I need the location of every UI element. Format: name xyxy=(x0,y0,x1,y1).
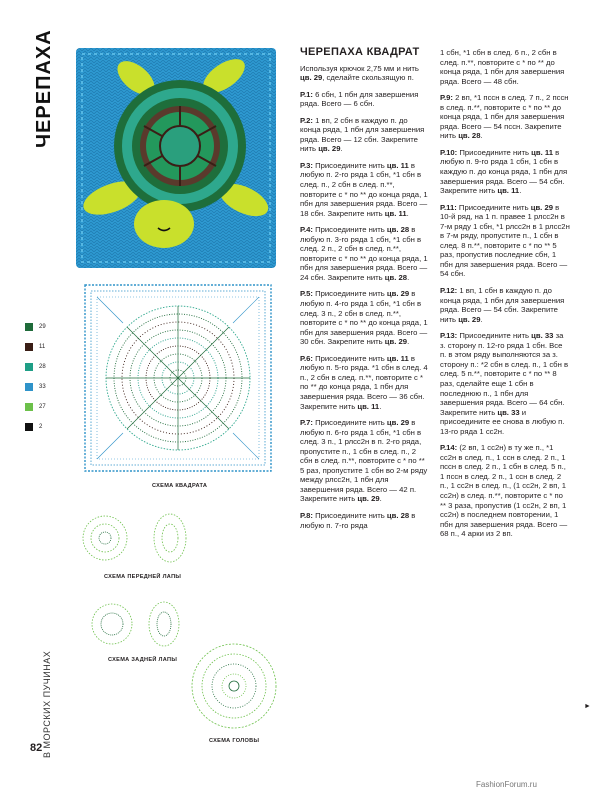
swatch xyxy=(25,323,33,331)
round-3 xyxy=(300,161,428,218)
text: 6 сбн, 1 пбн для завершения ряда. Всего — 6 сбн. xyxy=(300,89,419,109)
legend-number: 11 xyxy=(39,344,46,350)
legend-number: 28 xyxy=(39,364,46,370)
text: 1 вп, 2 сбн в каждую п. до конца ряда, 1 пбн для завершения ряда. Всего — 12 сбн. Закрепите нить xyxy=(300,115,425,154)
text: . xyxy=(379,494,382,504)
front-leg-charts xyxy=(80,508,200,568)
legend-item xyxy=(25,320,46,334)
text: в любую п. 5-го ряда. *1 сбн в след. 4 п., 2 сбн в след. п.**, повторите с * по ** до конца ряда, 1 пбн для завершения ряда. Всего — 36 сбн. Закрепите нить xyxy=(300,353,428,411)
round-label: Р.11: xyxy=(440,202,457,212)
text: цв. 28 xyxy=(458,131,481,141)
round-1 xyxy=(300,90,428,109)
text: цв. 29 xyxy=(386,289,410,299)
text: в 10-й ряд, на 1 п. правее 1 рлсс2н в 7-м ряду 1 сбн, *1 рлсс2н в 1 рлсс2н в 7-м ряду, пропустите п., 1 сбн в след. 8 п.**, повторите с * по ** 5 раз, пропустив последние сбн, 1 пбн для завершения ряда. Всего — 54 сбн. xyxy=(440,202,570,279)
swatch xyxy=(25,403,33,411)
caption-square: СХЕМА КВАДРАТА xyxy=(152,483,208,489)
round-label: Р.10: xyxy=(440,147,458,157)
round-label: Р.2: xyxy=(300,115,313,125)
text-column-1 xyxy=(300,48,428,537)
text: 2 вп, *1 пссн в след. 7 п., 2 пссн в след. п.**, повторите с * по ** до конца ряда, 1 пбн для завершения ряда. Всего — 54 пссн. Закрепите нить xyxy=(440,93,569,141)
round-6 xyxy=(300,354,428,411)
continue-arrow-icon: ► xyxy=(584,703,591,710)
text: цв. 11 xyxy=(384,208,407,218)
head-chart xyxy=(188,640,280,732)
swatch xyxy=(25,383,33,391)
text: цв. 29 xyxy=(357,494,380,504)
round-8 xyxy=(300,511,428,530)
round-label: Р.6: xyxy=(300,353,313,363)
text: Присоедините нить xyxy=(312,418,387,428)
round-label: Р.3: xyxy=(300,160,313,170)
round-12 xyxy=(440,286,570,324)
text: цв. 28 xyxy=(386,225,410,235)
legend-item xyxy=(25,380,46,394)
text: 1 вп, 1 сбн в каждую п. до конца ряда, 1 пбн для завершения ряда. Всего — 54 сбн. Закрепите нить xyxy=(440,286,565,324)
round-label: Р.13: xyxy=(440,331,458,341)
text: Присоедините нить xyxy=(457,147,532,157)
text: цв. 11 xyxy=(386,353,409,363)
watermark: FashionForum.ru xyxy=(476,780,537,789)
turtle-square-photo xyxy=(76,48,276,268)
round-label: Р.5: xyxy=(300,289,313,299)
text: Присоедините нить xyxy=(312,225,387,235)
round-label: Р.8: xyxy=(300,510,313,520)
swatch xyxy=(25,363,33,371)
text: за з. сторону п. 12-го ряда 1 сбн. Все п. в этом ряду выполняются за з. сторону п.: *2 сбн в след. п., 1 сбн в след. 5 п.**, повторите с * по ** 8 раз, сделайте еще 1 сбн в последнюю п., 1 пбн для завершения ряда. Всего — 64 сбн. Закрепите нить xyxy=(440,331,569,417)
text: цв. 29 xyxy=(300,73,323,83)
text: цв. 28 xyxy=(386,510,410,520)
text: Присоедините нить xyxy=(312,160,387,170)
round-10 xyxy=(440,148,570,196)
text: цв. 11 xyxy=(386,160,409,170)
caption-front-leg: СХЕМА ПЕРЕДНЕЙ ЛАПЫ xyxy=(104,574,182,580)
swatch xyxy=(25,343,33,351)
text-column-2 xyxy=(440,48,570,546)
caption-head: СХЕМА ГОЛОВЫ xyxy=(209,738,260,744)
round-label: Р.4: xyxy=(300,225,313,235)
text: . xyxy=(407,337,410,347)
round-label: Р.7: xyxy=(300,418,313,428)
swatch xyxy=(25,423,33,431)
text: цв. 11 xyxy=(497,186,520,196)
text: . xyxy=(406,208,409,218)
legend-item xyxy=(25,360,46,374)
article-title: ЧЕРЕПАХА КВАДРАТ xyxy=(300,46,420,58)
legend-number: 33 xyxy=(39,384,46,390)
round-label: Р.9: xyxy=(440,93,453,103)
legend-number: 27 xyxy=(39,404,46,410)
round-5 xyxy=(300,289,428,346)
round-label: Р.14: xyxy=(440,443,458,453)
text: Присоедините нить xyxy=(457,331,532,341)
text: цв. 29 xyxy=(530,202,553,212)
text: , сделайте скользящую п. xyxy=(322,73,414,83)
text: цв. 29 xyxy=(386,418,410,428)
text: и присоедините ее снова в любую п. 13-го ряда 1 сс2н. xyxy=(440,407,565,436)
round-11 xyxy=(440,203,570,279)
caption-back-leg: СХЕМА ЗАДНЕЙ ЛАПЫ xyxy=(108,657,178,663)
text: цв. 33 xyxy=(531,331,554,341)
text: . xyxy=(480,314,483,324)
text: Присоедините нить xyxy=(312,510,387,520)
text: . xyxy=(340,144,343,154)
text: в любую п. 4-го ряда 1 сбн, *1 сбн в след. 3 п., 2 сбн в след. п.**, повторите с * по ** до конца ряда, 1 пбн для завершения ряда. Всего — 30 сбн. Закрепите нить xyxy=(300,289,428,347)
legend-item xyxy=(25,420,46,434)
round-7 xyxy=(300,418,428,504)
text: в любую п. 3-го ряда 1 сбн, *1 сбн в след. 2 п., 2 сбн в след. п.**, повторите с * по ** до конца ряда, 1 пбн для завершения ряда. Всего — 24 сбн. Закрепите нить xyxy=(300,225,428,282)
text: цв. 29 xyxy=(458,314,481,324)
square-crochet-chart xyxy=(83,283,273,473)
text: цв. 11 xyxy=(357,401,380,411)
round-2 xyxy=(300,116,428,154)
page-number: 82 xyxy=(30,742,43,754)
text: цв. 11 xyxy=(531,147,554,157)
round-label: Р.1: xyxy=(300,89,313,99)
back-leg-charts xyxy=(88,596,188,652)
text: Используя крючок 2,75 мм и нить xyxy=(300,63,419,73)
text: Присоедините нить xyxy=(312,289,387,299)
legend-item xyxy=(25,400,46,414)
text: цв. 28 xyxy=(384,272,408,282)
text: в любую п. 6-го ряда 1 сбн, *1 сбн в след. 3 п., 1 рлсс2н в п. 2-го ряда, пропустите п., 1 сбн в след. п., 2 сбн в след. п.**, повторите с * по ** 5 раз, пропустите 1 сбн во 2-м ряду между рлсс2н, 1 пбн для завершения ряда. Всего — 42 п. Закрепите нить xyxy=(300,418,428,504)
legend-item xyxy=(25,340,46,354)
intro xyxy=(300,64,428,83)
text: . xyxy=(379,401,382,411)
legend-number: 29 xyxy=(39,324,46,330)
round-14 xyxy=(440,443,570,538)
round-4 xyxy=(300,225,428,282)
round-label: Р.12: xyxy=(440,286,458,296)
text: 1 сбн, *1 сбн в след. 6 п., 2 сбн в след. п.**, повторите с * по ** до конца ряда, 1 пбн для завершения ряда. Всего — 48 сбн. xyxy=(440,48,565,86)
round-9 xyxy=(440,93,570,141)
side-title: ЧЕРЕПАХА xyxy=(33,29,55,148)
text: в любую п. 2-го ряда 1 сбн, *1 сбн в след. п., 2 сбн в след. п.**, повторите с * по ** до конца ряда, 1 пбн для завершения ряда. Всего — 18 сбн. Закрепите нить xyxy=(300,160,428,218)
text: цв. 33 xyxy=(497,407,520,417)
legend-number: 2 xyxy=(39,424,43,430)
text: в любую п. 7-го ряда xyxy=(300,510,416,530)
text: . xyxy=(519,186,522,196)
text: Присоедините нить xyxy=(456,202,531,212)
text: . xyxy=(407,272,410,282)
text: цв. 29 xyxy=(318,144,341,154)
text: (2 вп, 1 сс2н) в ту же п., *1 сс2н в след. п., 1 ссн в след. 2 п., 1 пссн в след. 2 п., 1 сбн в след. 5 п., 1 пссн в след. 2 п., 1 ссн в след. 2 п., 1 сс2н в след. п., (1 сс2н, 2 вп, 1 сс2н) в след. п.**, повторите с * по ** 3 раза, пропустив (1 сс2н, 2 вп, 1 сс2н) в последнем повторении, 1 пбн для завершения ряда. Всего — 68 п., 4 арки из 2 вп. xyxy=(440,443,568,539)
text: . xyxy=(480,131,483,141)
round-8-continued xyxy=(440,48,570,86)
text: в любую п. 9-го ряда 1 сбн, 1 сбн в каждую п. до конца ряда, 1 пбн для завершения ряда. Всего — 54 сбн. Закрепите нить xyxy=(440,147,568,196)
color-legend xyxy=(25,320,46,440)
round-13 xyxy=(440,331,570,436)
text: цв. 29 xyxy=(384,337,408,347)
series-title: В МОРСКИХ ПУЧИНАХ xyxy=(42,650,52,758)
text: Присоедините нить xyxy=(312,353,387,363)
